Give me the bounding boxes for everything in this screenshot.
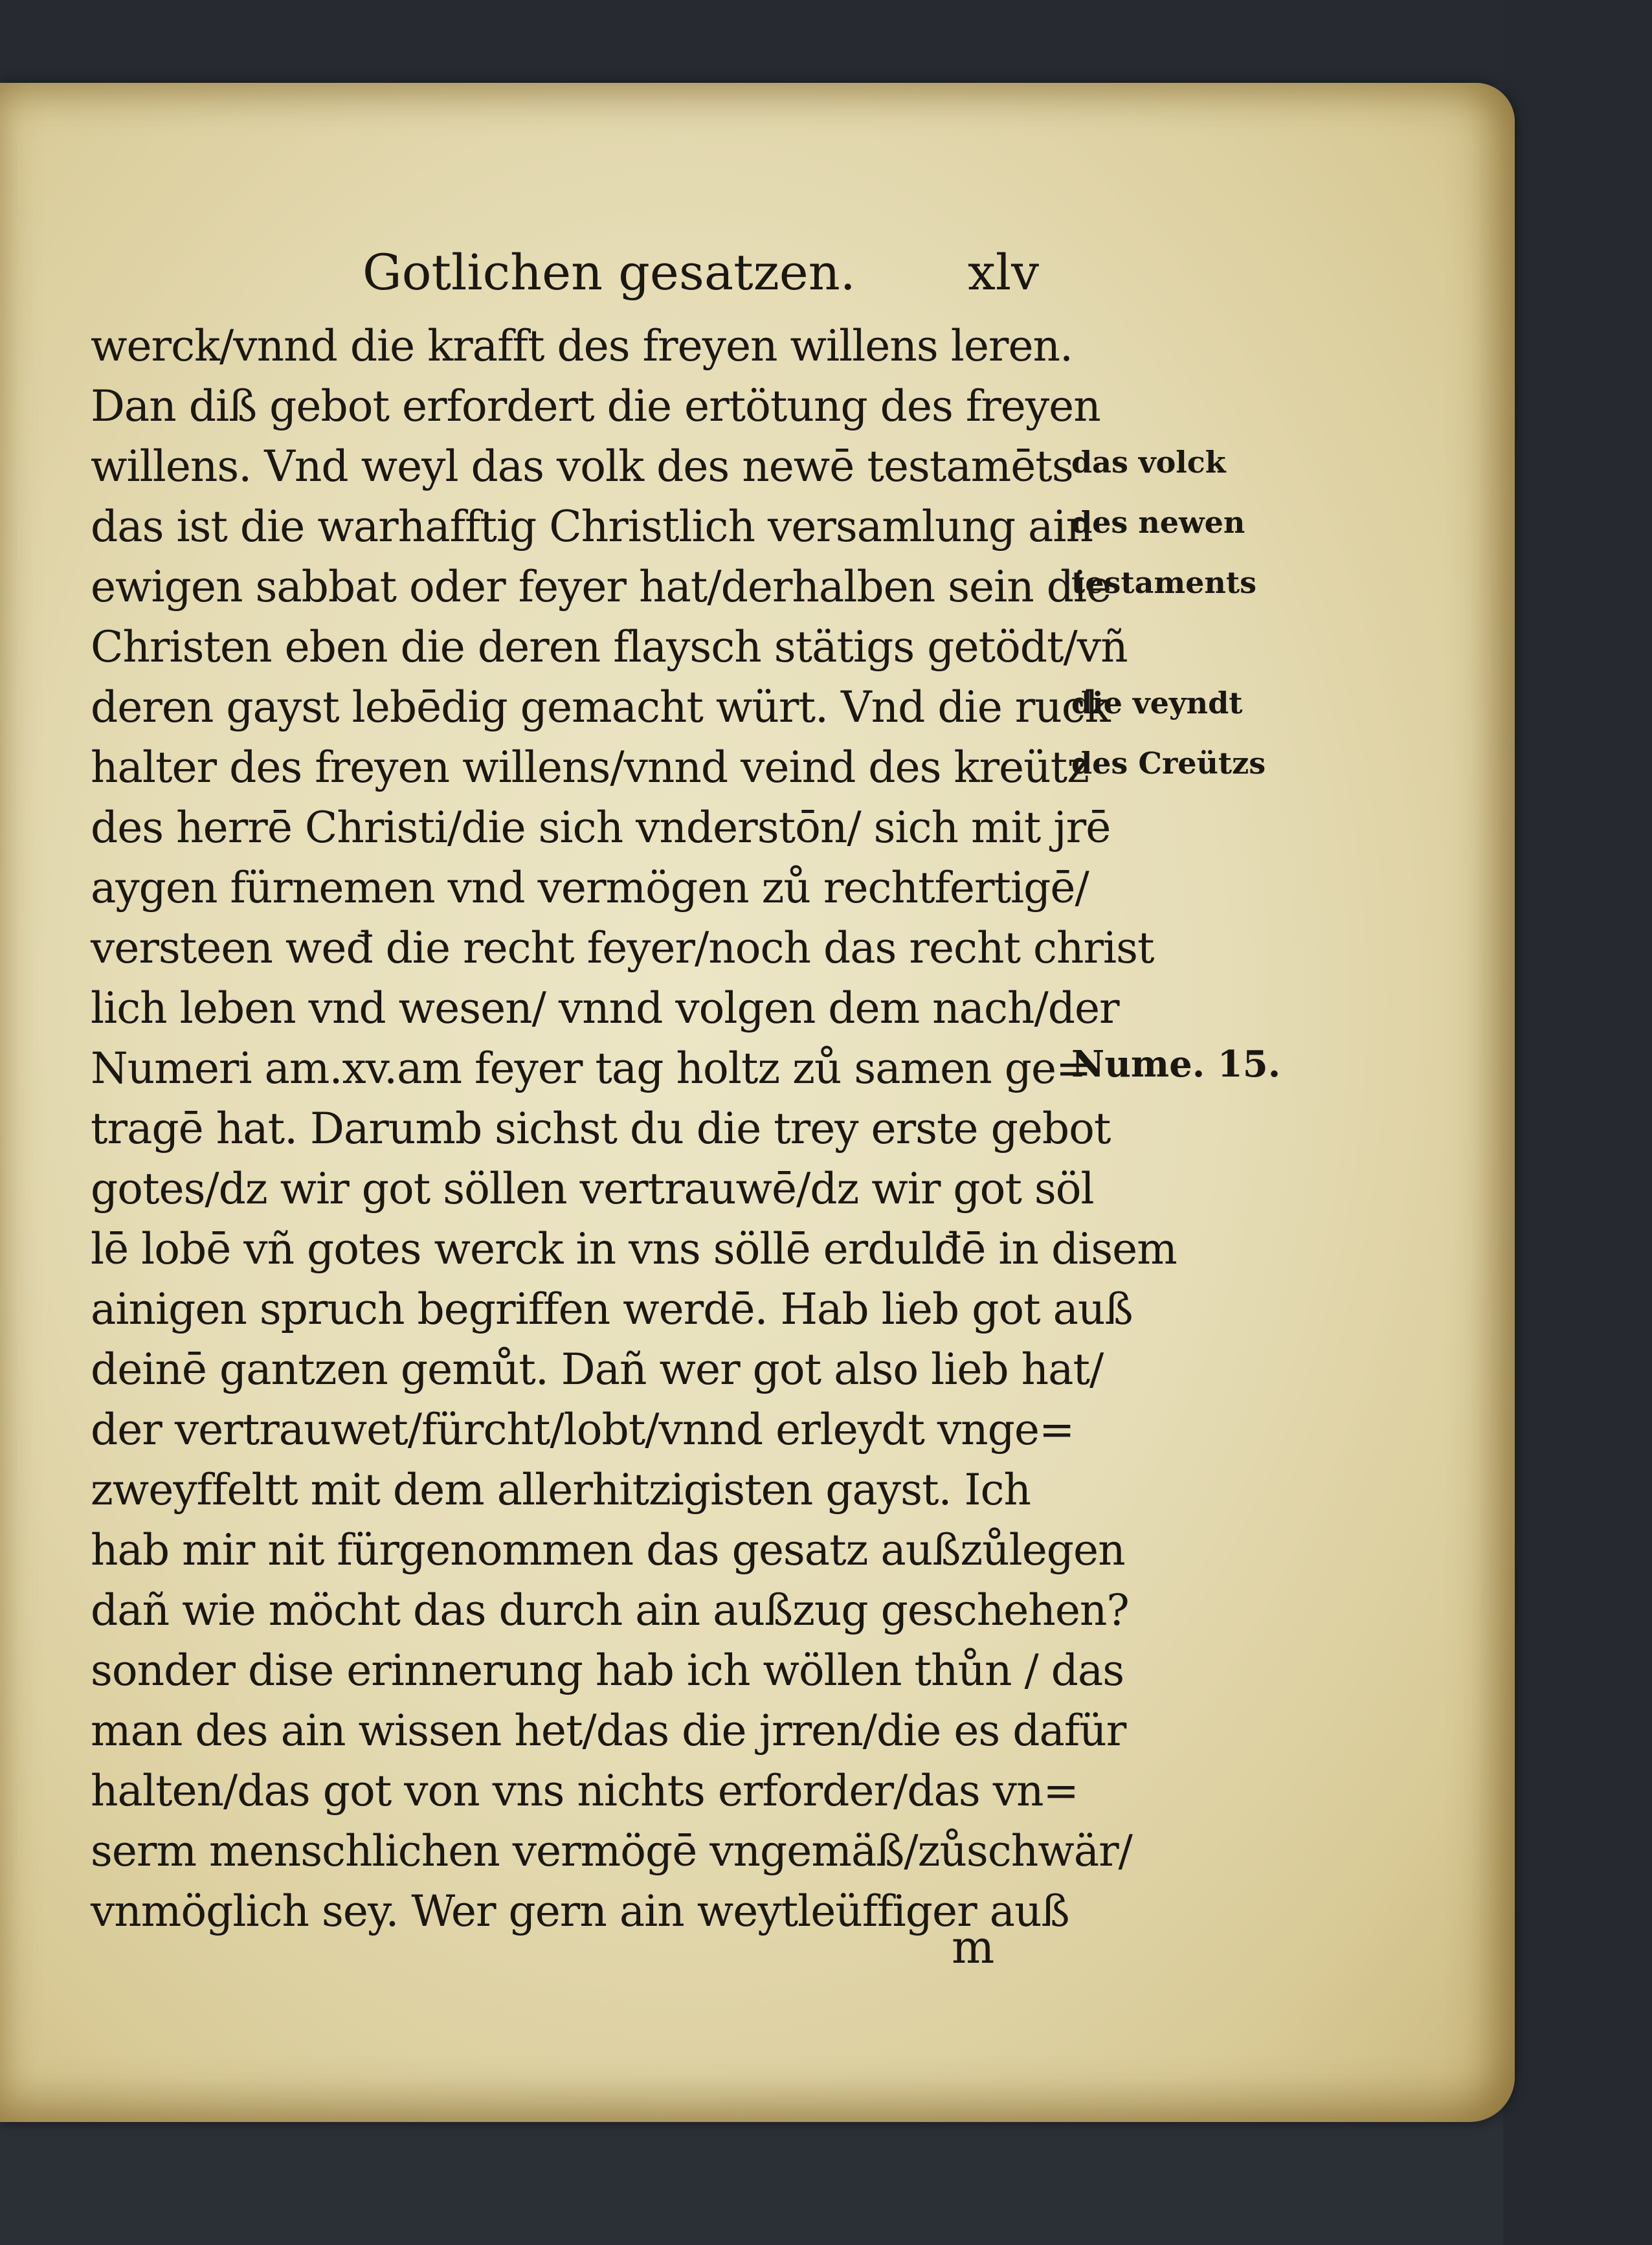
text-line: sonder dise erinnerung hab ich wöllen thůn / das [91, 1646, 1124, 1695]
text-line: vnmöglich sey. Wer gern ain weytleüffiger auß [91, 1886, 1069, 1936]
text-line: lē lobē vñ gotes werck in vns söllē erdulđē in disem [91, 1224, 1177, 1274]
text-line: deren gayst lebēdig gemacht würt. Vnd die ruck [91, 682, 1110, 732]
text-line: das ist die warhafftig Christlich versamlung ain [91, 502, 1093, 552]
text-line: hab mir nit fürgenommen das gesatz außzůlegen [91, 1525, 1125, 1575]
text-line: Numeri am.xv.am feyer tag holtz zů samen ge= [91, 1044, 1091, 1093]
text-line: ewigen sabbat oder feyer hat/derhalben sein die [91, 562, 1111, 612]
margin-note: testaments [1071, 565, 1256, 600]
book-page [0, 83, 1515, 2122]
right-background-mat [1503, 0, 1652, 2245]
text-line: halten/das got von vns nichts erforder/das vn= [91, 1766, 1078, 1816]
margin-note: das volck [1071, 445, 1226, 480]
text-line: der vertrauwet/fürcht/lobt/vnnd erleydt vnge= [91, 1405, 1075, 1455]
signature-mark: m [952, 1921, 995, 1974]
text-line: zweyffeltt mit dem allerhitzigisten gayst. Ich [91, 1465, 1031, 1515]
text-line: serm menschlichen vermögē vngemäß/zůschwär/ [91, 1826, 1132, 1876]
margin-note: die veyndt [1071, 686, 1243, 720]
text-line: ainigen spruch begriffen werdē. Hab lieb got auß [91, 1284, 1133, 1334]
text-line: des herrē Christi/die sich vnderstōn/ sich mit jrē [91, 803, 1111, 853]
margin-note: Nume. 15. [1071, 1043, 1281, 1086]
text-line: versteen weđ die recht feyer/noch das recht christ [91, 923, 1154, 973]
text-line: gotes/dz wir got söllen vertrauwē/dz wir got söl [91, 1164, 1094, 1214]
text-line: lich leben vnd wesen/ vnnd volgen dem nach/der [91, 983, 1119, 1033]
text-line: deinē gantzen gemůt. Dañ wer got also lieb hat/ [91, 1345, 1104, 1394]
text-line: willens. Vnd weyl das volk des newē testamēts [91, 441, 1073, 491]
text-line: halter des freyen willens/vnnd veind des kreütz [91, 743, 1089, 792]
margin-note: des Creützs [1071, 746, 1266, 781]
text-line: aygen fürnemen vnd vermögen zů rechtfertigē/ [91, 863, 1089, 913]
text-line: Dan diß gebot erfordert die ertötung des freyen [91, 381, 1100, 431]
margin-note: des newen [1071, 505, 1245, 540]
text-line: dañ wie möcht das durch ain außzug geschehen? [91, 1585, 1129, 1635]
text-line: man des ain wissen het/das die jrren/die es dafür [91, 1706, 1126, 1756]
top-background-mat [0, 0, 1652, 84]
running-head: Gotlichen gesatzen. [363, 243, 856, 301]
text-line: tragē hat. Darumb sichst du die trey erste gebot [91, 1104, 1111, 1154]
text-line: Christen eben die deren flaysch stätigs getödt/vñ [91, 622, 1128, 672]
text-line: werck/vnnd die krafft des freyen willens leren. [91, 321, 1073, 371]
folio-number: xlv [968, 243, 1040, 301]
